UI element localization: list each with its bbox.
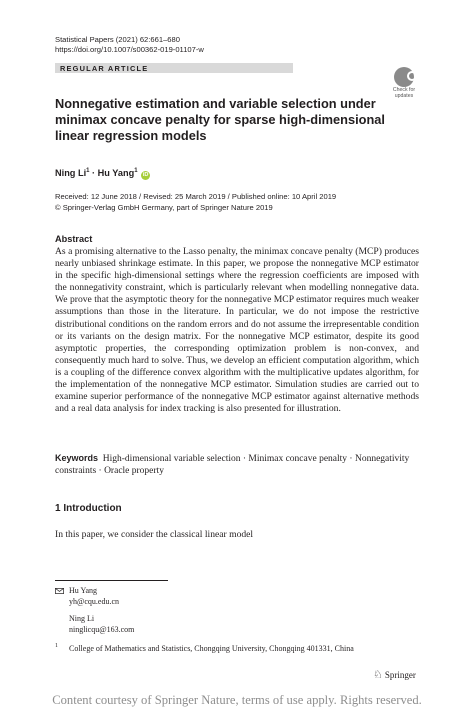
publication-history bbox=[55, 191, 336, 213]
affiliation-marker: 1 bbox=[134, 168, 138, 174]
footnote-email[interactable]: yh@cqu.edu.cn bbox=[69, 596, 120, 606]
paper-title: Nonnegative estimation and variable selection under minimax concave penalty for sparse high-dimensional linear regression models bbox=[55, 96, 385, 143]
footnote-rule bbox=[55, 580, 168, 581]
copyright-line: © Springer-Verlag GmbH Germany, part of Springer Nature 2019 bbox=[55, 203, 273, 212]
author-line bbox=[55, 165, 150, 180]
publisher-logo[interactable] bbox=[373, 668, 416, 681]
journal-citation: Statistical Papers (2021) 62:661–680 bbox=[55, 35, 180, 44]
journal-header bbox=[55, 35, 204, 55]
section-heading: 1 Introduction bbox=[55, 503, 122, 514]
corresponding-author bbox=[69, 586, 119, 607]
abstract-heading: Abstract bbox=[55, 234, 93, 244]
check-updates-label: Check for updates bbox=[392, 87, 416, 99]
keywords-label: Keywords bbox=[55, 453, 99, 463]
footnote-email[interactable]: ninglicqu@163.com bbox=[69, 624, 135, 634]
affiliation-number: 1 bbox=[55, 643, 58, 649]
affiliation-text: College of Mathematics and Statistics, Chongqing University, Chongqing 401331, China bbox=[69, 644, 354, 653]
orcid-icon[interactable]: iD bbox=[142, 172, 149, 179]
keywords-block bbox=[55, 452, 419, 477]
history-dates: Received: 12 June 2018 / Revised: 25 March 2019 / Published online: 10 April 2019 bbox=[55, 192, 337, 201]
keywords-list: High-dimensional variable selection · Minimax concave penalty · Nonnegativity constraints · Oracle property bbox=[55, 454, 410, 476]
check-for-updates-badge[interactable] bbox=[386, 67, 422, 103]
affiliation-marker: 1 bbox=[86, 168, 90, 174]
footnote-author-name: Hu Yang bbox=[69, 586, 98, 595]
author-name[interactable]: Hu Yang bbox=[97, 168, 135, 179]
coauthor-contact bbox=[69, 614, 134, 635]
publisher-name: Springer bbox=[384, 670, 416, 680]
author-name[interactable]: Ning Li bbox=[55, 168, 87, 179]
intro-paragraph: In this paper, we consider the classical linear model bbox=[55, 529, 254, 540]
abstract-body: As a promising alternative to the Lasso penalty, the minimax concave penalty (MCP) produces nearly unbiased shrinkage estimate. In this paper, we propose the nonnegative MCP estimator in the specific high-dimensional settings where the regression coefficients are imposed with the nonnegativity constraint, which is particularly relevant when modelling nonnegative data. We prove that the asymptotic theory for the nonnegative MCP estimator requires much weaker assumptions than those in the literature. In particular, we do not impose the restrictive distributional conditions on the random errors and do not assume the irrepresentable condition or its variants on the design matrix. For the nonnegative MCP estimator, despite its good asymptotic properties, the corresponding optimization problem is non-convex, and consequently much hard to solve. Thus, we develop an efficient computation algorithm, which is a coupling of the difference convex algorithm with the multiplicative updates algorithm, for the implementation of the nonnegative MCP estimator. Simulation studies are carried out to examine superior performance of the nonnegative MCP estimator against alternative methods and a real data analysis for index tracking is also presented for illustration. bbox=[55, 246, 419, 415]
article-type-label: REGULAR ARTICLE bbox=[60, 64, 149, 73]
courtesy-notice: Content courtesy of Springer Nature, terms of use apply. Rights reserved. bbox=[52, 693, 422, 707]
envelope-icon bbox=[55, 588, 64, 594]
springer-horse-icon: ♘ bbox=[373, 669, 383, 681]
footnote-author-name: Ning Li bbox=[69, 614, 95, 623]
doi-link[interactable]: https://doi.org/10.1007/s00362-019-01107-w bbox=[55, 45, 204, 54]
check-updates-icon bbox=[394, 67, 414, 87]
author-separator: · bbox=[89, 168, 98, 179]
